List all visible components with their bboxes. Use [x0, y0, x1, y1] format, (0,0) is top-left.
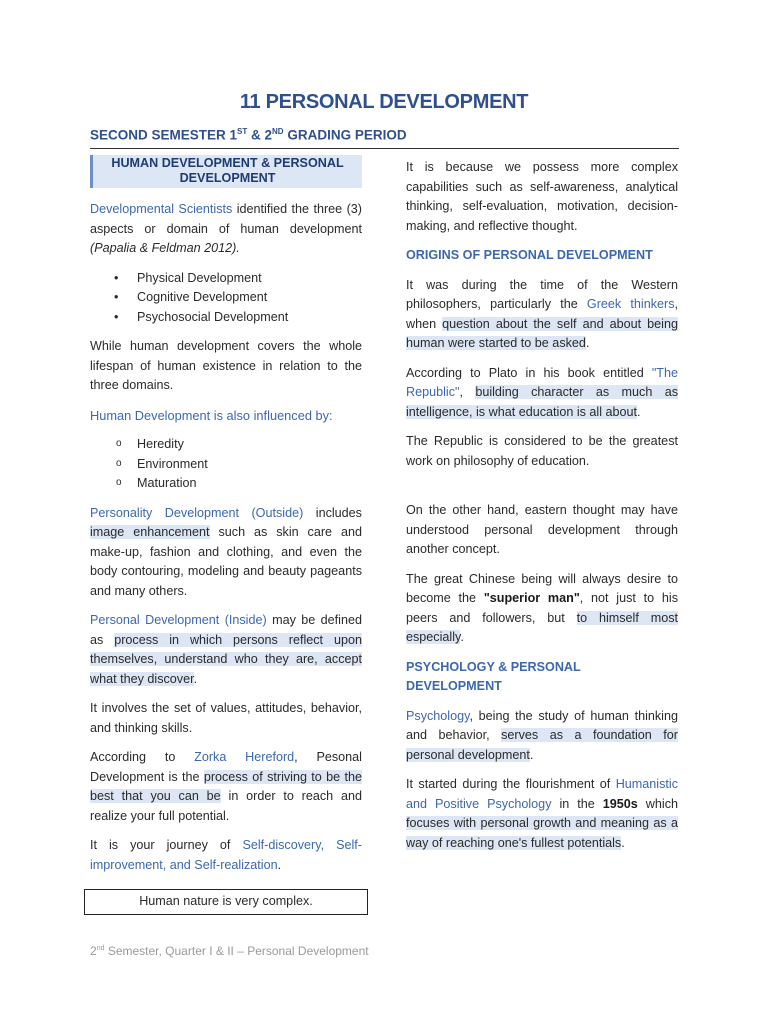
list-item: • Psychosocial Development [90, 308, 362, 328]
list-item: • Cognitive Development [90, 288, 362, 308]
paragraph-eastern-thought: On the other hand, eastern thought may have understood personal development through another concept. [406, 503, 678, 556]
note-box: Human nature is very complex. [84, 889, 368, 915]
section-box-human-development: HUMAN DEVELOPMENT & PERSONAL DEVELOPMENT [90, 155, 362, 188]
influence-list [90, 435, 362, 494]
paragraph-psychology: Psychology, being the study of human thinking and behavior, serves as a foundation for personal development. [406, 708, 678, 762]
right-column [406, 158, 678, 863]
paragraph-republic: The Republic is considered to be the greatest work on philosophy of education. [406, 434, 678, 468]
paragraph-personality-development: Personality Development (Outside) includes image enhancement such as skin care and make-up, fashion and clothing, and even the body contouring, modeling and beauty pageants and many others. [90, 505, 362, 598]
paragraph-western-philosophers: It was during the time of the Western philosophers, particularly the Greek thinkers, when question about the self and about being human were started to be asked. [406, 277, 678, 350]
paragraph-superior-man: The great Chinese being will always desire to become the "superior man", not just to his peers and followers, but to himself most especially. [406, 571, 678, 644]
list-item: • Physical Development [90, 269, 362, 289]
heading-origins: ORIGINS OF PERSONAL DEVELOPMENT [406, 248, 653, 262]
list-item: o Environment [90, 455, 362, 475]
paragraph-plato: According to Plato in his book entitled "The Republic", building character as much as intelligence, is what education is all about. [406, 365, 678, 419]
left-column [90, 155, 362, 915]
heading-psychology: PSYCHOLOGY & PERSONAL DEVELOPMENT [406, 659, 581, 693]
domain-list [90, 269, 362, 328]
semester-subtitle: SECOND SEMESTER 1ST & 2ND GRADING PERIOD [90, 127, 407, 143]
list-item: o Heredity [90, 435, 362, 455]
influence-heading: Human Development is also influenced by: [90, 407, 333, 423]
paragraph-hereford: According to Zorka Hereford, Pesonal Development is the process of striving to be the best that you can be in order to reach and realize your full potential. [90, 750, 362, 823]
paragraph-journey: It is your journey of Self-discovery, Self-improvement, and Self-realization. [90, 838, 362, 872]
paragraph-developmental-scientists: Developmental Scientists identified the three (3) aspects or domain of human development (Papalia & Feldman 2012). [90, 202, 362, 255]
paragraph-humanistic: It started during the flourishment of Humanistic and Positive Psychology in the 1950s which focuses with personal growth and meaning as a way of reaching one's fullest potentials. [406, 777, 678, 850]
list-item: o Maturation [90, 474, 362, 494]
page-title: 11 PERSONAL DEVELOPMENT [239, 91, 529, 113]
paragraph-values: It involves the set of values, attitudes, behavior, and thinking skills. [90, 701, 362, 735]
page-footer: 2nd Semester, Quarter I & II – Personal Development [90, 944, 369, 958]
paragraph-personal-development: Personal Development (Inside) may be defined as process in which persons reflect upon themselves, understand who they are, accept what they discover. [90, 613, 362, 686]
header-divider [90, 148, 679, 149]
paragraph-capabilities: It is because we possess more complex capabilities such as self-awareness, analytical thinking, self-evaluation, motivation, decision-making, and reflective thought. [406, 160, 678, 233]
paragraph-lifespan: While human development covers the whole lifespan of human existence in relation to the three domains. [90, 339, 362, 392]
